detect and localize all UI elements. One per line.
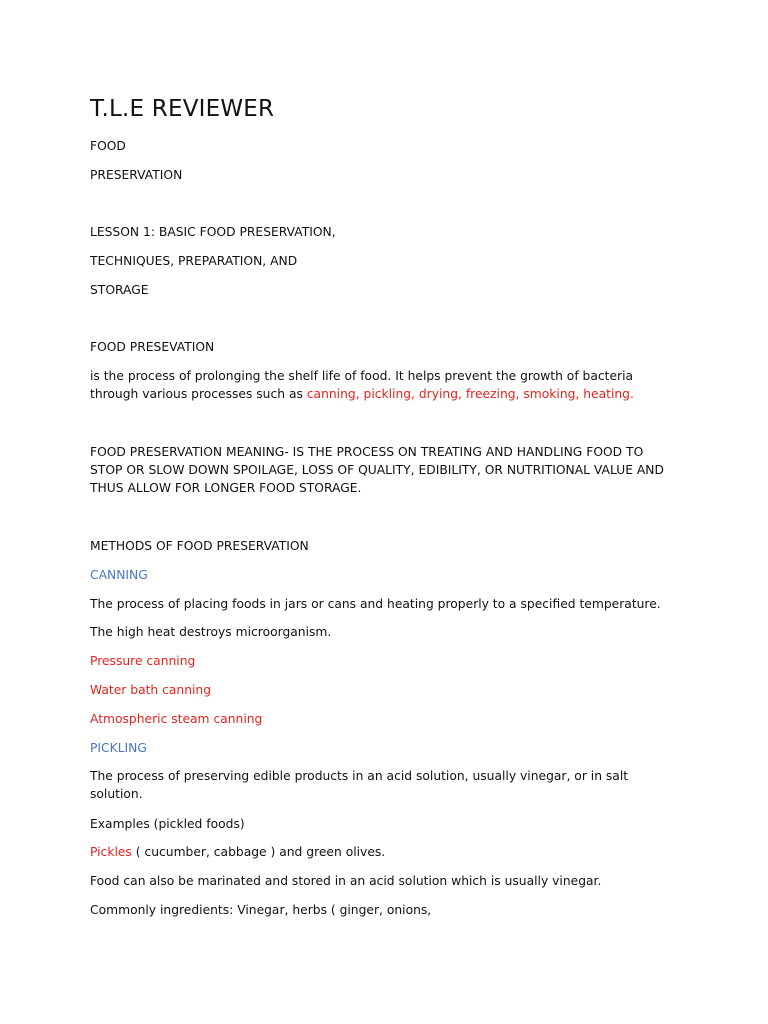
subject-line-1: FOOD [90, 139, 126, 153]
pickling-marinate-note: Food can also be marinated and stored in an acid solution which is usually vinegar. [90, 874, 602, 888]
canning-description-2: The high heat destroys microorganism. [90, 625, 332, 639]
meaning-line-1: FOOD PRESERVATION MEANING- IS THE PROCESS ON TREATING AND HANDLING FOOD TO [90, 445, 644, 459]
definition-text-line-2 [90, 385, 690, 403]
canning-type-water-bath: Water bath canning [90, 683, 212, 697]
canning-type-pressure: Pressure canning [90, 654, 196, 668]
definition-heading: FOOD PRESEVATION [90, 340, 215, 354]
pickles-highlight: Pickles [90, 845, 132, 859]
pickling-ingredients: Commonly ingredients: Vinegar, herbs ( ginger, onions, [90, 903, 432, 917]
pickling-example-rest: ( cucumber, cabbage ) and green olives. [131, 845, 386, 859]
meaning-line-3: THUS ALLOW FOR LONGER FOOD STORAGE. [90, 481, 362, 495]
canning-description-1: The process of placing foods in jars or cans and heating properly to a specified temperature. [90, 597, 661, 611]
lesson-line-2: TECHNIQUES, PREPARATION, AND [90, 254, 298, 268]
lesson-line-3: STORAGE [90, 283, 149, 297]
pickling-heading: PICKLING [90, 741, 147, 755]
pickling-description-line-2: solution. [90, 787, 143, 801]
meaning-line-2: STOP OR SLOW DOWN SPOILAGE, LOSS OF QUALITY, EDIBILITY, OR NUTRITIONAL VALUE AND [90, 463, 664, 477]
canning-heading: CANNING [90, 568, 148, 582]
methods-heading: METHODS OF FOOD PRESERVATION [90, 539, 309, 553]
pickling-examples-label: Examples (pickled foods) [90, 817, 245, 831]
subject-line-2: PRESERVATION [90, 168, 183, 182]
preservation-processes-highlight: canning, pickling, drying, freezing, smoking, heating. [306, 387, 634, 401]
pickling-description-line-1: The process of preserving edible products in an acid solution, usually vinegar, or in salt [90, 769, 629, 783]
lesson-line-1: LESSON 1: BASIC FOOD PRESERVATION, [90, 225, 336, 239]
definition-text-prefix: through various processes such as [90, 387, 307, 401]
canning-type-atmospheric-steam: Atmospheric steam canning [90, 712, 263, 726]
document-title: T.L.E REVIEWER [90, 96, 275, 122]
pickling-example [90, 843, 690, 861]
definition-text-line-1: is the process of prolonging the shelf life of food. It helps prevent the growth of bacteria [90, 369, 634, 383]
